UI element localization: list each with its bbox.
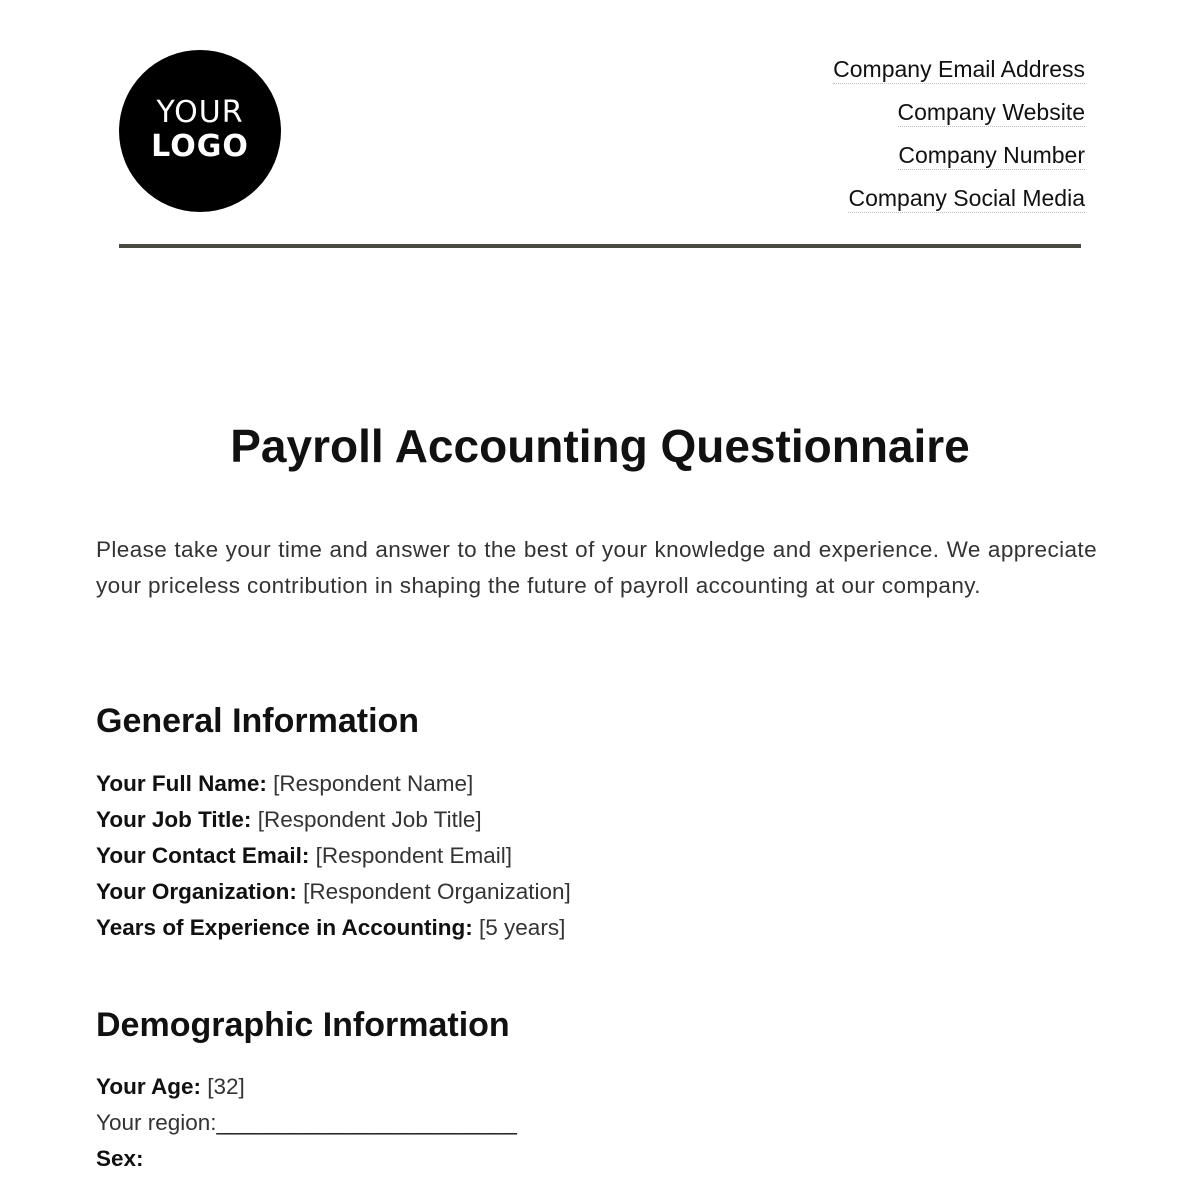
field-label: Sex: <box>96 1146 144 1171</box>
contact-email-field <box>96 838 1096 874</box>
company-logo <box>119 50 281 212</box>
company-number: Company Number <box>898 142 1085 168</box>
field-value[interactable]: [Respondent Email] <box>315 843 512 868</box>
company-website: Company Website <box>897 99 1085 125</box>
header-divider <box>119 244 1081 248</box>
job-title-field <box>96 802 1096 838</box>
demographic-information-fields <box>96 1069 1096 1177</box>
field-value[interactable]: [Respondent Name] <box>273 771 474 796</box>
full-name-field <box>96 766 1096 802</box>
field-label: Years of Experience in Accounting: <box>96 915 473 940</box>
field-label: Your region: <box>96 1110 217 1135</box>
field-value[interactable]: [Respondent Job Title] <box>257 807 482 832</box>
sex-field <box>96 1141 1096 1177</box>
field-label: Your Organization: <box>96 879 297 904</box>
region-field <box>96 1105 1096 1141</box>
field-label: Your Age: <box>96 1074 201 1099</box>
demographic-information-heading: Demographic Information <box>96 1006 510 1044</box>
field-label: Your Full Name: <box>96 771 267 796</box>
region-blank-line[interactable]: ________________________ <box>216 1110 517 1135</box>
field-label: Your Contact Email: <box>96 843 310 868</box>
experience-field <box>96 910 1096 946</box>
field-value[interactable]: [5 years] <box>479 915 566 940</box>
document-title: Payroll Accounting Questionnaire <box>230 420 970 472</box>
logo-line-1: YOUR <box>156 95 244 130</box>
organization-field <box>96 874 1096 910</box>
company-email: Company Email Address <box>833 56 1085 82</box>
field-value[interactable]: [32] <box>207 1074 245 1099</box>
logo-line-2: LOGO <box>151 129 249 164</box>
intro-paragraph: Please take your time and answer to the best of your knowledge and experience. We appreciate your priceless contribution in shaping the future of payroll accounting at our company. <box>96 537 1097 598</box>
company-contact-block <box>833 55 1085 227</box>
general-information-fields <box>96 766 1096 946</box>
field-value[interactable]: [Respondent Organization] <box>303 879 571 904</box>
age-field <box>96 1069 1096 1105</box>
field-label: Your Job Title: <box>96 807 252 832</box>
general-information-heading: General Information <box>96 702 420 740</box>
company-social-media: Company Social Media <box>848 185 1085 211</box>
